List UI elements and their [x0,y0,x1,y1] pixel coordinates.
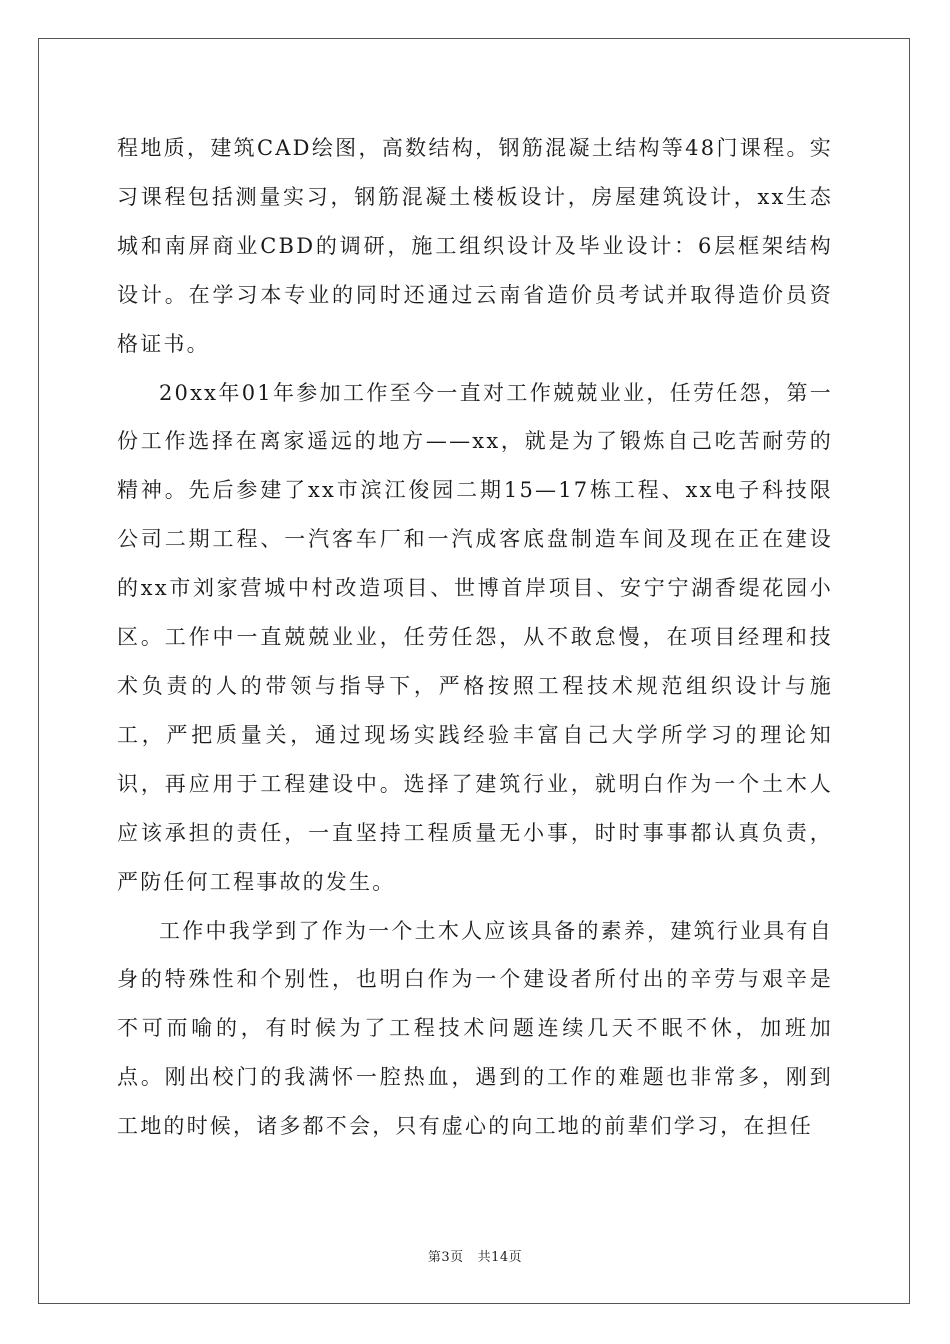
current-page-number: 第3页 [427,1250,464,1265]
paragraph-2: 20xx年01年参加工作至今一直对工作兢兢业业，任劳任怨，第一份工作选择在离家遥远的地方——xx，就是为了锻炼自己吃苦耐劳的精神。先后参建了xx市滨江俊园二期15—17栋工程、xx电子科技限公司二期工程、一汽客车厂和一汽成客底盘制造车间及现在正在建设的xx市刘家营城中村改造项目、世博首岸项目、安宁宁湖香缇花园小区。工作中一直兢兢业业，任劳任怨，从不敢怠慢，在项目经理和技术负责的人的带领与指导下，严格按照工程技术规范组织设计与施工，严把质量关，通过现场实践经验丰富自己大学所学习的理论知识，再应用于工程建设中。选择了建筑行业，就明白作为一个土木人应该承担的责任，一直坚持工程质量无小事，时时事事都认真负责，严防任何工程事故的发生。 [117,380,833,894]
document-body [117,124,833,1151]
page-footer [0,1246,950,1265]
paragraph-3: 工作中我学到了作为一个土木人应该具备的素养，建筑行业具有自身的特殊性和个别性，也明白作为一个建设者所付出的辛劳与艰辛是不可而喻的，有时候为了工程技术问题连续几天不眠不休，加班加点。刚出校门的我满怀一腔热血，遇到的工作的难题也非常多，刚到工地的时候，诸多都不会，只有虚心的向工地的前辈们学习，在担任 [117,918,833,1139]
total-page-count: 共14页 [477,1250,523,1265]
paragraph-1: 程地质，建筑CAD绘图，高数结构，钢筋混凝土结构等48门课程。实习课程包括测量实习，钢筋混凝土楼板设计，房屋建筑设计，xx生态城和南屏商业CBD的调研，施工组织设计及毕业设计：6层框架结构设计。在学习本专业的同时还通过云南省造价员考试并取得造价员资格证书。 [117,136,833,356]
